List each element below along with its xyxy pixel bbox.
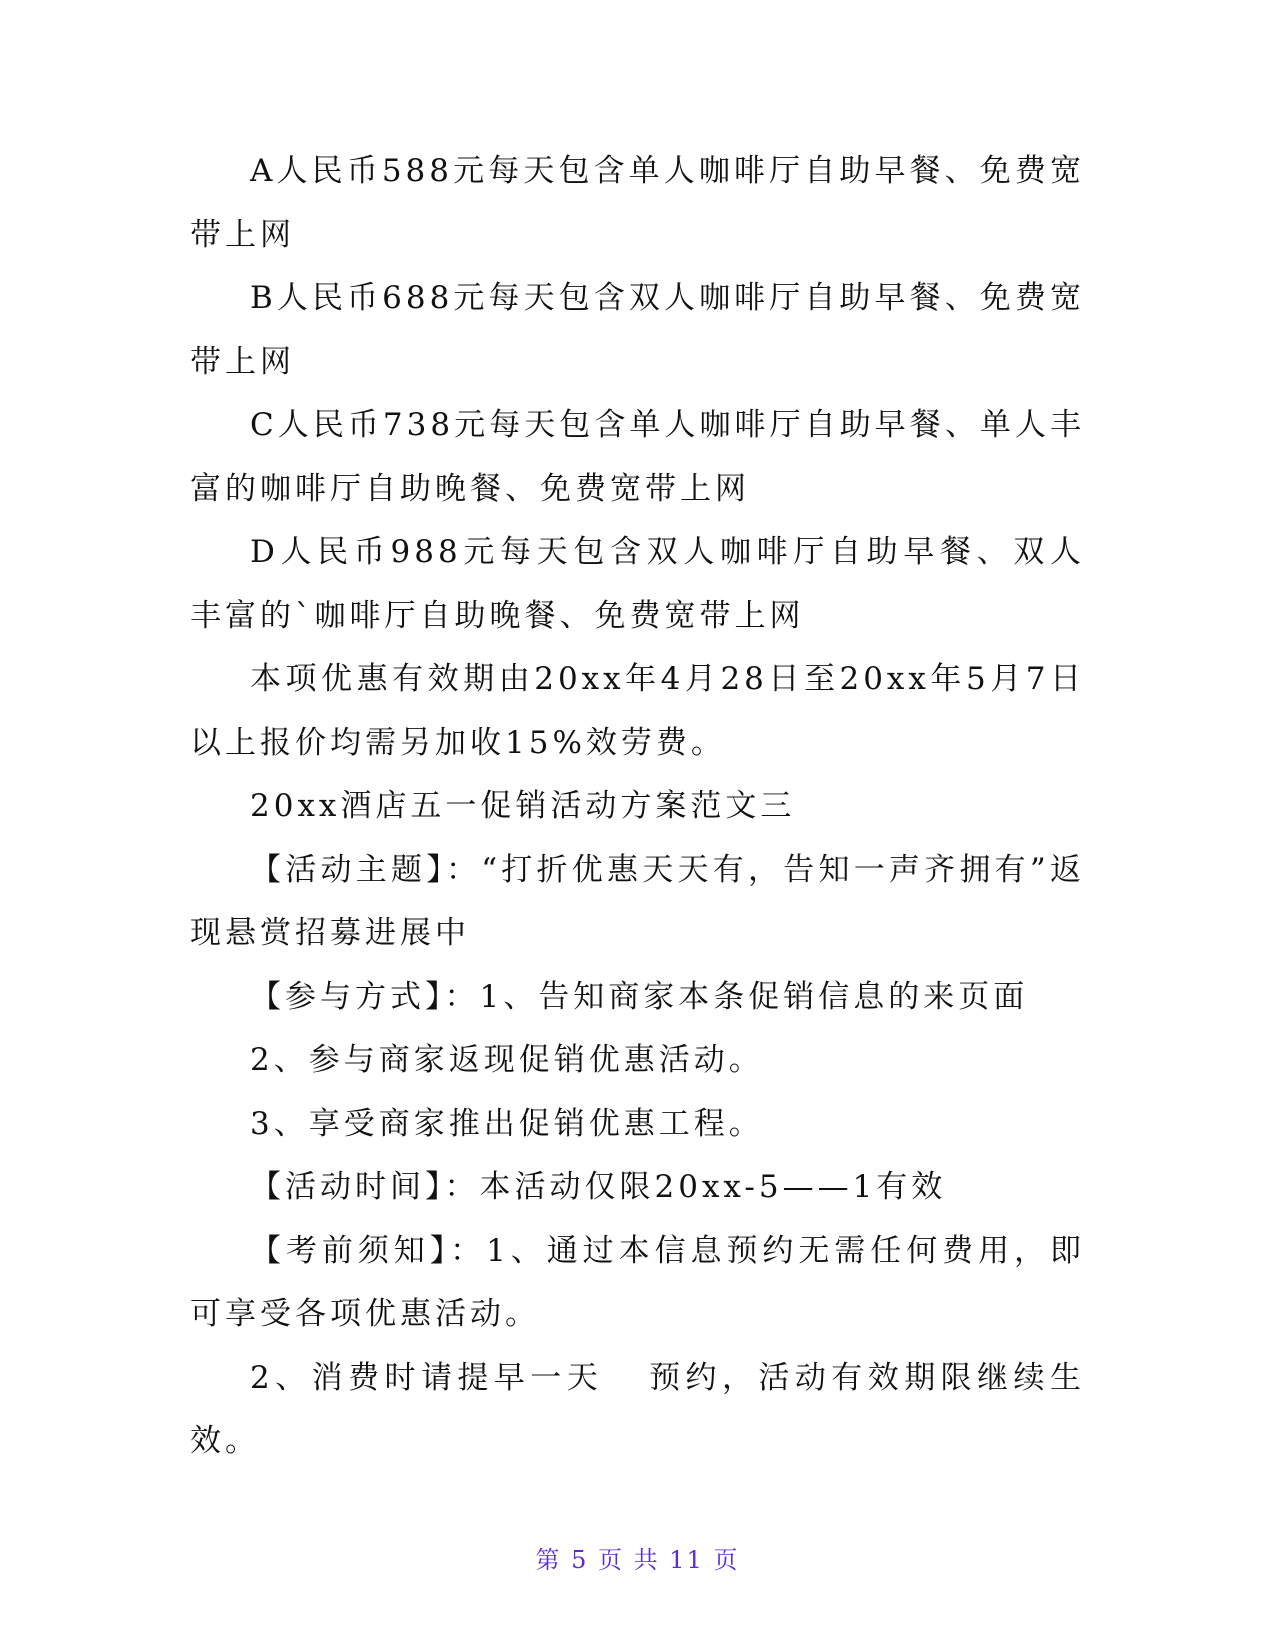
- paragraph-participation-3: 3、享受商家推出促销优惠工程。: [250, 1105, 764, 1142]
- paragraph-notice: 【考前须知】：1、通过本信息预约无需任何费用，即可享受各项优惠活动。: [190, 1232, 1085, 1332]
- section-heading: 20xx酒店五一促销活动方案范文三: [250, 788, 796, 824]
- paragraph-notice-2: 2、消费时请提早一天 预约，活动有效期限继续生效。: [190, 1359, 1085, 1459]
- paragraph-participation-2: 2、参与商家返现促销优惠活动。: [250, 1042, 764, 1078]
- paragraph-activity-time: 【活动时间】：本活动仅限20xx-5——1有效: [250, 1169, 947, 1205]
- paragraph-option-a: A人民币588元每天包含单人咖啡厅自助早餐、免费宽带上网: [190, 153, 1085, 253]
- paragraph-validity: 本项优惠有效期由20xx年4月28日至20xx年5月7日以上报价均需另加收15%效劳费。: [190, 661, 1085, 761]
- paragraph-option-d: D人民币988元每天包含双人咖啡厅自助早餐、双人丰富的`咖啡厅自助晚餐、免费宽带上网: [190, 534, 1085, 634]
- document-body: [190, 140, 1085, 1474]
- paragraph-option-b: B人民币688元每天包含双人咖啡厅自助早餐、免费宽带上网: [190, 280, 1085, 380]
- paragraph-theme: 【活动主题】：“打折优惠天天有，告知一声齐拥有”返现悬赏招募进展中: [190, 851, 1085, 951]
- page-number-footer: 第 5 页 共 11 页: [535, 1546, 740, 1574]
- paragraph-participation: 【参与方式】：1、告知商家本条促销信息的来页面: [250, 978, 1029, 1015]
- paragraph-option-c: C人民币738元每天包含单人咖啡厅自助早餐、单人丰富的咖啡厅自助晚餐、免费宽带上网: [190, 407, 1085, 507]
